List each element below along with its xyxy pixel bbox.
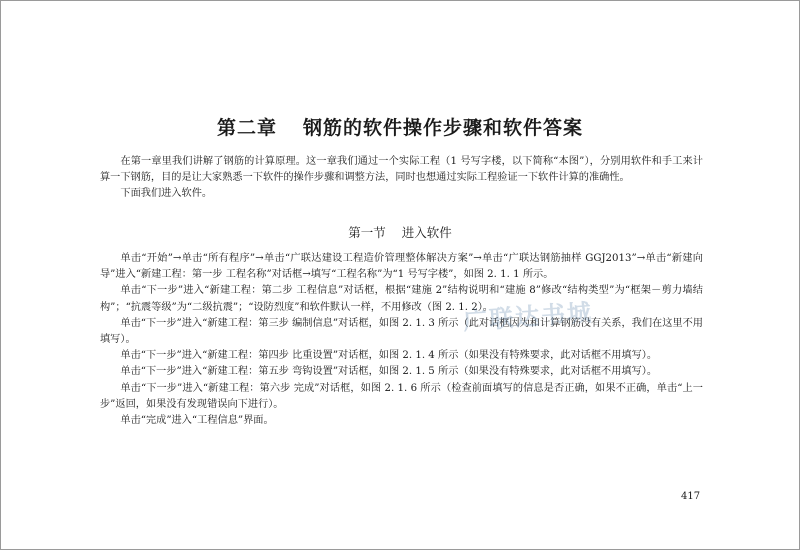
chapter-number: 第二章	[216, 117, 277, 139]
step-paragraph: 单击“下一步”进入“新建工程：第四步 比重设置”对话框，如图 2. 1. 4 所示（如果没有特殊要求，此对话框不用填写）。	[120, 350, 658, 362]
step-paragraph: 单击“开始”→单击“所有程序”→单击“广联达建设工程造价管理整体解决方案”→单击“广联达钢筋抽样 GGJ2013”→单击“新建向导”进入“新建工程：第一步 工程名称”对话框→填写“工程名称”为“1 号写字楼”，如图 2. 1. 1 所示。	[100, 253, 703, 281]
step-paragraph: 单击“下一步”进入“新建工程：第六步 完成”对话框，如图 2. 1. 6 所示（检查前面填写的信息是否正确，如果不正确，单击“上一步”返回，如果没有发现错误向下进行）。	[100, 382, 703, 410]
step-paragraph: 单击“完成”进入“工程信息”界面。	[120, 415, 274, 427]
section-title-text: 进入软件	[401, 225, 452, 240]
page-number: 417	[681, 491, 701, 502]
step-paragraph: 单击“下一步”进入“新建工程：第二步 工程信息”对话框，根据“建施 2”结构说明和“建施 8”修改“结构类型”为“框架－剪力墙结构”；“抗震等级”为“二级抗震”；“设防烈度”和软件默认一样，不用修改（图 2. 1. 2）。	[100, 285, 703, 313]
intro-paragraph: 下面我们进入软件。	[120, 188, 213, 200]
steps-text	[100, 251, 703, 429]
chapter-title	[1, 113, 799, 140]
watermark: 广联达书城	[462, 297, 594, 336]
chapter-title-text: 钢筋的软件操作步骤和软件答案	[303, 117, 584, 139]
section-number: 第一节	[348, 225, 386, 240]
intro-text	[100, 154, 703, 203]
intro-paragraph: 在第一章里我们讲解了钢筋的计算原理。这一章我们通过一个实际工程（1 号写字楼，以下简称“本图”），分别用软件和手工来计算一下钢筋，目的是让大家熟悉一下软件的操作步骤和调整方法，同时也想通过实际工程验证一下软件计算的准确性。	[100, 156, 703, 184]
step-paragraph: 单击“下一步”进入“新建工程：第三步 编制信息”对话框，如图 2. 1. 3 所示（此对话框因为和计算钢筋没有关系，我们在这里不用填写）。	[100, 317, 703, 346]
step-paragraph: 单击“下一步”进入“新建工程：第五步 弯钩设置”对话框，如图 2. 1. 5 所示（如果没有特殊要求，此对话框不用填写）。	[120, 366, 658, 378]
section-title	[1, 223, 799, 241]
